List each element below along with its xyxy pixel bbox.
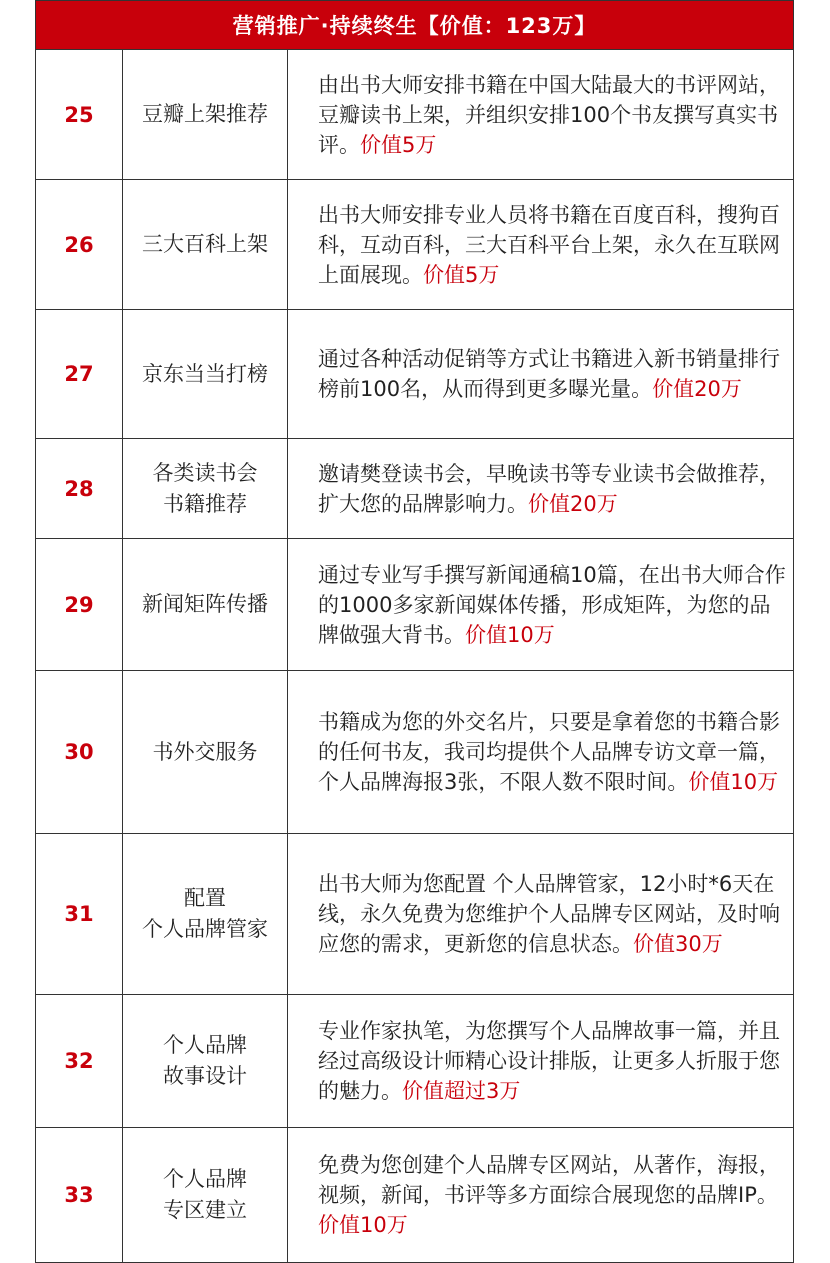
item-description: 出书大师为您配置 个人品牌管家，12小时*6天在线，永久免费为您维护个人品牌专区网站，及时响应您的需求，更新您的信息状态。 xyxy=(318,872,780,956)
section-header xyxy=(35,0,794,49)
item-description-cell xyxy=(288,310,794,439)
item-description-cell xyxy=(288,834,794,995)
item-name-line: 京东当当打榜 xyxy=(142,361,268,386)
item-name-line: 三大百科上架 xyxy=(142,232,268,256)
item-name xyxy=(123,834,288,995)
benefits-table xyxy=(35,49,794,1263)
item-price: 价值10万 xyxy=(465,622,555,647)
item-price: 价值5万 xyxy=(423,262,500,287)
table-row xyxy=(36,671,794,834)
item-name-line: 个人品牌 xyxy=(163,1033,247,1057)
benefits-sheet xyxy=(35,0,794,1263)
item-price: 价值20万 xyxy=(652,377,742,401)
table-row xyxy=(36,1128,794,1263)
item-number: 31 xyxy=(36,834,123,995)
item-name-line: 个人品牌管家 xyxy=(142,917,268,941)
item-name-line: 新闻矩阵传播 xyxy=(142,592,268,616)
table-row xyxy=(36,310,794,439)
table-row xyxy=(36,180,794,310)
item-description: 书籍成为您的外交名片，只要是拿着您的书籍合影的任何书友，我司均提供个人品牌专访文章一篇，个人品牌海报3张，不限人数不限时间。 xyxy=(318,710,780,794)
benefits-table-body xyxy=(36,50,794,1263)
item-description: 专业作家执笔，为您撰写个人品牌故事一篇，并且经过高级设计师精心设计排版，让更多人折服于您的魅力。 xyxy=(318,1019,780,1103)
item-name-line: 个人品牌 xyxy=(163,1167,247,1191)
item-number: 25 xyxy=(36,50,123,180)
item-name xyxy=(123,310,288,439)
table-row xyxy=(36,995,794,1128)
item-price: 价值超过3万 xyxy=(402,1079,521,1103)
table-row xyxy=(36,50,794,180)
item-price: 价值10万 xyxy=(318,1213,408,1237)
item-name-line: 专区建立 xyxy=(163,1198,247,1222)
item-description: 通过各种活动促销等方式让书籍进入新书销量排行榜前100名，从而得到更多曝光量。 xyxy=(318,347,780,401)
item-price: 价值20万 xyxy=(528,491,618,516)
item-description-cell xyxy=(288,439,794,539)
item-name xyxy=(123,1128,288,1263)
item-description-cell xyxy=(288,50,794,180)
table-row xyxy=(36,834,794,995)
item-description: 出书大师安排专业人员将书籍在百度百科，搜狗百科，互动百科，三大百科平台上架，永久在互联网上面展现。 xyxy=(318,202,780,287)
item-description-cell xyxy=(288,671,794,834)
item-description: 通过专业写手撰写新闻通稿10篇，在出书大师合作的1000多家新闻媒体传播，形成矩阵，为您的品牌做强大背书。 xyxy=(318,562,786,647)
table-row xyxy=(36,439,794,539)
item-price: 价值30万 xyxy=(633,932,723,956)
item-number: 33 xyxy=(36,1128,123,1263)
item-name-line: 故事设计 xyxy=(163,1064,247,1088)
table-row xyxy=(36,539,794,671)
item-description-cell xyxy=(288,539,794,671)
item-price: 价值5万 xyxy=(360,132,437,157)
item-name xyxy=(123,671,288,834)
item-name-line: 书外交服务 xyxy=(152,739,258,764)
item-name-line: 豆瓣上架推荐 xyxy=(142,102,268,126)
item-name xyxy=(123,439,288,539)
item-name xyxy=(123,180,288,310)
item-price: 价值10万 xyxy=(688,770,779,794)
section-title: 营销推广·持续终生【价值：123万】 xyxy=(232,14,597,38)
item-name xyxy=(123,995,288,1128)
item-number: 29 xyxy=(36,539,123,671)
item-description-cell xyxy=(288,995,794,1128)
item-number: 32 xyxy=(36,995,123,1128)
item-description: 邀请樊登读书会，早晚读书等专业读书会做推荐，扩大您的品牌影响力。 xyxy=(318,461,780,516)
item-name-line: 各类读书会 xyxy=(152,460,258,485)
item-description: 免费为您创建个人品牌专区网站，从著作，海报，视频，新闻，书评等多方面综合展现您的品牌IP。 xyxy=(318,1153,780,1207)
item-description-cell xyxy=(288,1128,794,1263)
item-number: 28 xyxy=(36,439,123,539)
item-description: 由出书大师安排书籍在中国大陆最大的书评网站，豆瓣读书上架，并组织安排100个书友撰写真实书评。 xyxy=(318,72,780,157)
item-name-line: 配置 xyxy=(184,886,226,910)
item-number: 26 xyxy=(36,180,123,310)
item-name xyxy=(123,539,288,671)
item-number: 30 xyxy=(36,671,123,834)
item-number: 27 xyxy=(36,310,123,439)
item-name-line: 书籍推荐 xyxy=(163,491,247,516)
item-name xyxy=(123,50,288,180)
item-description-cell xyxy=(288,180,794,310)
